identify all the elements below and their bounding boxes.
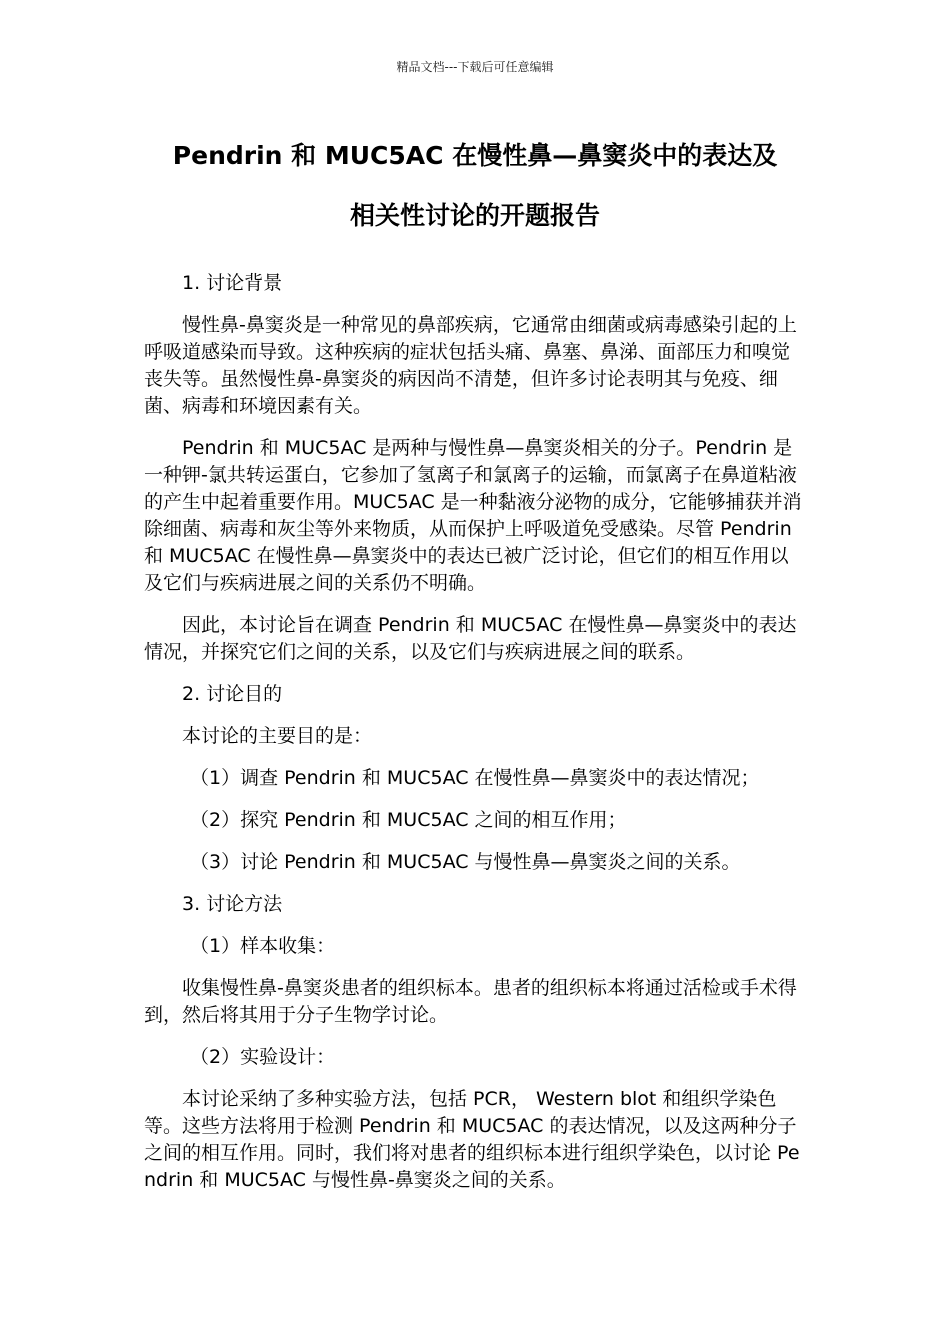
section-2-heading: 2. 讨论目的 bbox=[182, 683, 283, 705]
section-1-paragraph-1: 慢性鼻-鼻窦炎是一种常见的鼻部疾病，它通常由细菌或病毒感染引起的上呼吸道感染而导致。这种疾病的症状包括头痛、鼻塞、鼻涕、面部压力和嗅觉丧失等。虽然慢性鼻-鼻窦炎的病因尚不清楚，但许多讨论表明其与免疫、细菌、病毒和环境因素有关。 bbox=[144, 314, 797, 417]
objective-item-3: （3）讨论 Pendrin 和 MUC5AC 与慢性鼻—鼻窦炎之间的关系。 bbox=[190, 851, 741, 873]
document-body bbox=[144, 270, 804, 1209]
document-title-line-2: 相关性讨论的开题报告 bbox=[349, 201, 600, 230]
section-1-paragraph-2: Pendrin 和 MUC5AC 是两种与慢性鼻—鼻窦炎相关的分子。Pendrin 是一种钾-氯共转运蛋白，它参加了氢离子和氯离子的运输，而氯离子在鼻道粘液的产生中起着重要作用。MUC5AC 是一种黏液分泌物的成分，它能够捕获并消除细菌、病毒和灰尘等外来物质，从而保护上呼吸道免受感染。尽管 Pendrin 和 MUC5AC 在慢性鼻—鼻窦炎中的表达已被广泛讨论，但它们的相互作用以及它们与疾病进展之间的关系仍不明确。 bbox=[144, 437, 802, 594]
method-subheading-2: （2）实验设计： bbox=[190, 1046, 336, 1068]
section-1-heading: 1. 讨论背景 bbox=[182, 272, 283, 294]
objective-item-2: （2）探究 Pendrin 和 MUC5AC 之间的相互作用； bbox=[190, 809, 627, 831]
method-paragraph-2: 本讨论采纳了多种实验方法，包括 PCR， Western blot 和组织学染色等。这些方法将用于检测 Pendrin 和 MUC5AC 的表达情况，以及这两种分子之间的相互作用。同时，我们将对患者的组织标本进行组织学染色，以讨论 Pendrin 和 MUC5AC 与慢性鼻-鼻窦炎之间的关系。 bbox=[144, 1088, 800, 1191]
section-2-intro: 本讨论的主要目的是： bbox=[182, 725, 373, 747]
method-paragraph-1: 收集慢性鼻-鼻窦炎患者的组织标本。患者的组织标本将通过活检或手术得到，然后将其用于分子生物学讨论。 bbox=[144, 977, 797, 1026]
section-3-heading: 3. 讨论方法 bbox=[182, 893, 283, 915]
method-subheading-1: （1）样本收集： bbox=[190, 935, 336, 957]
document-title-line-1: Pendrin 和 MUC5AC 在慢性鼻—鼻窦炎中的表达及 bbox=[172, 141, 778, 170]
section-1-paragraph-3: 因此，本讨论旨在调查 Pendrin 和 MUC5AC 在慢性鼻—鼻窦炎中的表达情况，并探究它们之间的关系，以及它们与疾病进展之间的联系。 bbox=[144, 614, 797, 663]
page-header: 精品文档---下载后可任意编辑 bbox=[396, 60, 554, 74]
objective-item-1: （1）调查 Pendrin 和 MUC5AC 在慢性鼻—鼻窦炎中的表达情况； bbox=[190, 767, 760, 789]
